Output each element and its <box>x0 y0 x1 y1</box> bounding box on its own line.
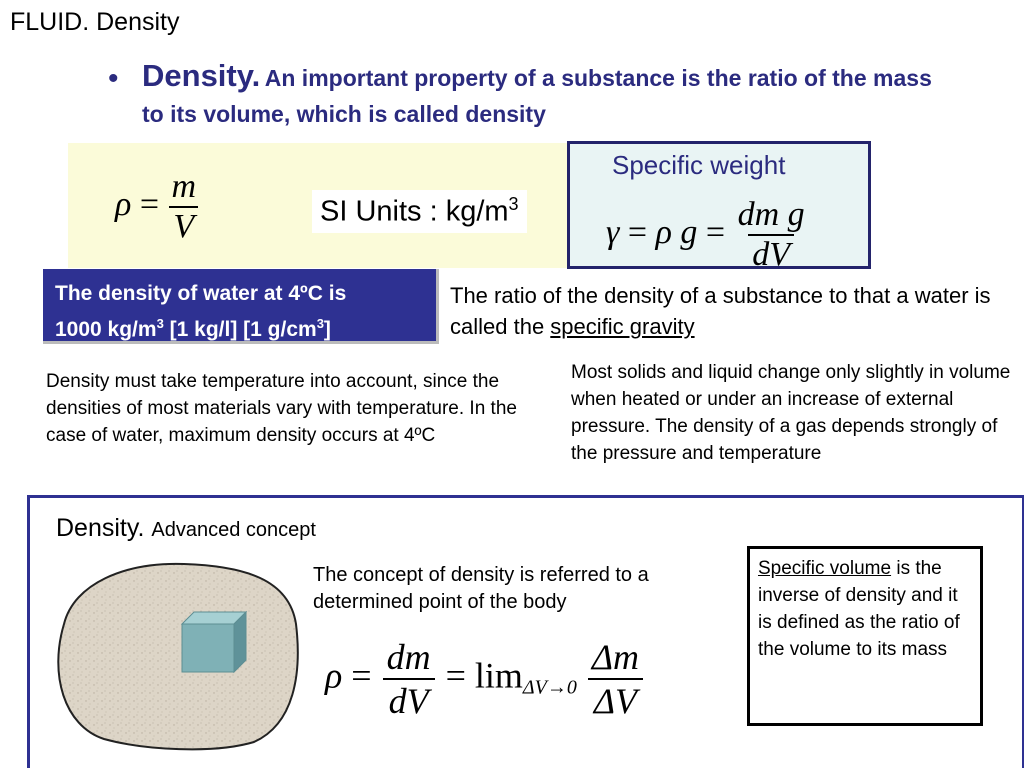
denominator: dV <box>383 678 435 722</box>
water-density-line2 <box>55 309 436 345</box>
exponent: 3 <box>156 316 164 331</box>
denominator: V <box>169 206 198 246</box>
delta-m-over-delta-v <box>586 636 645 722</box>
equals-sign: = <box>705 213 726 251</box>
dmg-over-dv <box>734 196 809 269</box>
numerator: m <box>171 168 197 205</box>
body-shape <box>58 564 297 749</box>
rho-symbol: ρ <box>325 655 343 696</box>
density-definition-text: An important property of a substance is the ratio of the mass to its volume, which is called density <box>142 65 932 127</box>
advanced-concept-title <box>56 514 316 543</box>
specific-volume-description: is the inverse of density and it is defined as the ratio of the volume to its mass <box>758 558 960 660</box>
specific-weight-formula <box>606 196 809 269</box>
bullet-marker: • <box>108 62 119 95</box>
limit-operator: lim <box>474 655 523 696</box>
dm-over-dv <box>381 636 437 722</box>
equals-sign: = <box>139 185 160 223</box>
density-definition <box>142 60 932 134</box>
concept-text: The concept of density is referred to a determined point of the body <box>313 564 649 613</box>
numerator: dm g <box>737 196 805 233</box>
water-density-part: 1000 kg/m <box>55 318 157 341</box>
si-units-exponent: 3 <box>508 194 519 214</box>
limit-subscript: ΔV→0 <box>522 676 577 699</box>
rho-g-term: ρ g <box>655 213 698 251</box>
si-units-text: SI Units : kg/m <box>320 195 509 228</box>
denominator: ΔV <box>588 678 643 722</box>
advanced-concept-box <box>27 495 1024 768</box>
numerator: Δm <box>591 637 640 677</box>
equals-sign: = <box>351 655 372 696</box>
numerator: dm <box>386 637 431 677</box>
equals-sign: = <box>627 213 648 251</box>
denominator: dV <box>748 234 794 269</box>
si-units-label <box>312 190 527 233</box>
mass-over-volume <box>168 168 201 246</box>
water-density-part: [1 kg/l] [1 g/cm <box>163 318 317 341</box>
specific-gravity-description: The ratio of the density of a substance to that a water is called the <box>450 283 991 339</box>
specific-volume-term: Specific volume <box>758 558 892 579</box>
temperature-note: Density must take temperature into account, since the densities of most materials vary with temperature. In the case of water, maximum density occurs at 4ºC <box>46 371 517 446</box>
body-illustration <box>44 554 304 754</box>
water-density-part: ] <box>323 318 331 341</box>
gamma-symbol: γ <box>606 213 620 251</box>
slide-title: FLUID. Density <box>10 8 180 36</box>
specific-gravity-text <box>450 280 1010 342</box>
rho-symbol: ρ <box>115 185 132 223</box>
density-limit-formula <box>325 636 645 722</box>
advanced-title-main: Density. <box>56 514 145 542</box>
volume-cube-icon <box>182 612 246 672</box>
specific-volume-box <box>747 546 983 726</box>
advanced-title-sub: Advanced concept <box>151 519 316 541</box>
density-formula <box>115 168 200 246</box>
specific-weight-box <box>567 141 871 269</box>
specific-weight-label: Specific weight <box>612 150 786 180</box>
water-density-line1: The density of water at 4ºC is <box>55 282 347 305</box>
solids-note: Most solids and liquid change only slightly in volume when heated or under an increase of external pressure. The density of a gas depends strongly of the pressure and temperature <box>571 362 1011 464</box>
equals-sign: = <box>445 655 466 696</box>
exponent: 3 <box>316 316 324 331</box>
water-density-box <box>43 269 439 344</box>
density-heading: Density. <box>142 58 261 93</box>
specific-gravity-term: specific gravity <box>550 314 695 339</box>
